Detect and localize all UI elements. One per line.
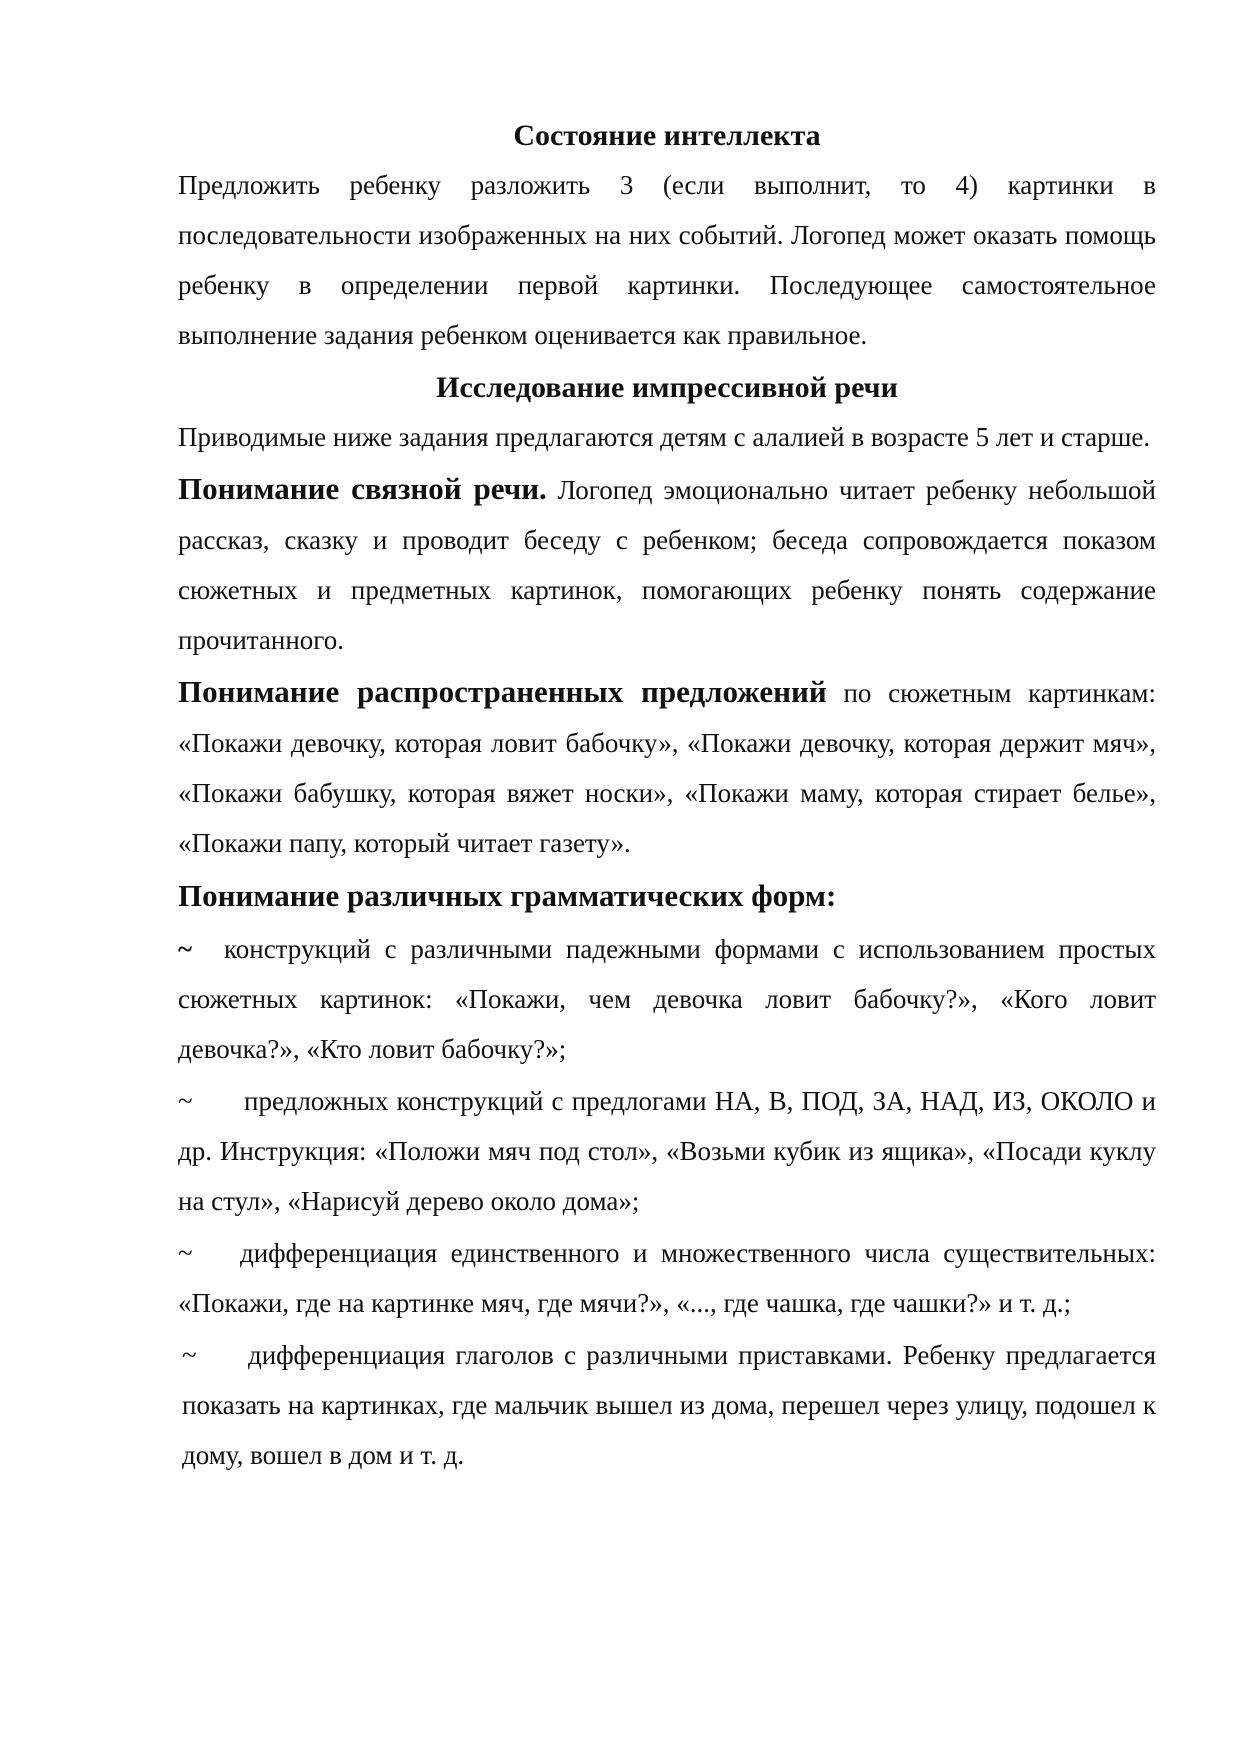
grammar-item-text: предложных конструкций с предлогами НА, В, ПОД, ЗА, НАД, ИЗ, ОКОЛО и др. Инструкция: «Положи мяч под стол», «Возьми кубик из ящика», «Посади куклу на стул», «Нарисуй дерево около дома»;: [178, 1086, 1156, 1216]
grammar-item-text: дифференциация глаголов с различными приставками. Ребенку предлагается показать на картинках, где мальчик вышел из дома, перешел через улицу, подошел к дому, вошел в дом и т. д.: [182, 1340, 1156, 1470]
section-title-intellect: Состояние интеллекта: [513, 119, 821, 152]
tilde-bullet-icon: ~: [178, 934, 193, 964]
tilde-bullet-icon: ~: [178, 1086, 193, 1116]
connected-speech-text: Логопед эмоционально читает ребенку небольшой рассказ, сказку и проводит беседу с ребенком; беседа сопровождается показом сюжетных и предметных картинок, помогающих ребенку понять содержание прочитанного.: [178, 475, 1156, 655]
connected-speech-lead: Понимание связной речи.: [178, 471, 547, 506]
grammar-item-text: конструкций с различными падежными формами с использованием простых сюжетных картинок: «Покажи, чем девочка ловит бабочку?», «Кого ловит девочка?», «Кто ловит бабочку?»;: [178, 934, 1156, 1064]
intellect-paragraph: Предложить ребенку разложить 3 (если выполнит, то 4) картинки в последовательности изображенных на них событий. Логопед может оказать помощь ребенку в определении первой картинки. Последующее самостоятельное выполнение задания ребенком оценивается как правильное.: [178, 170, 1156, 350]
grammar-item-text: дифференциация единственного и множественного числа существительных: «Покажи, где на картинке мяч, где мячи?», «..., где чашка, где чашки?» и т. д.;: [178, 1238, 1156, 1318]
tilde-bullet-icon: ~: [178, 1238, 193, 1268]
sentences-paragraph: [178, 667, 1156, 868]
grammar-item-prefixes: [178, 1330, 1156, 1480]
tilde-bullet-icon: ~: [182, 1340, 197, 1370]
sentences-lead: Понимание распространенных предложений: [178, 674, 827, 709]
grammar-item-prepositions: [178, 1076, 1156, 1226]
section-title-impressive-speech: Исследование импрессивной речи: [436, 371, 898, 404]
grammar-item-number: [178, 1228, 1156, 1328]
page-content: [178, 112, 1156, 1482]
impressive-speech-intro: Приводимые ниже задания предлагаются детям с алалией в возрасте 5 лет и старше.: [178, 422, 1151, 452]
grammar-forms-heading: Понимание различных грамматических форм:: [178, 878, 837, 913]
sentences-text: по сюжетным картинкам: «Покажи девочку, которая ловит бабочку», «Покажи девочку, которая держит мяч», «Покажи бабушку, которая вяжет носки», «Покажи маму, которая стирает белье», «Покажи папу, который читает газету».: [178, 678, 1156, 858]
connected-speech-paragraph: [178, 464, 1156, 665]
grammar-item-case-forms: [178, 924, 1156, 1074]
